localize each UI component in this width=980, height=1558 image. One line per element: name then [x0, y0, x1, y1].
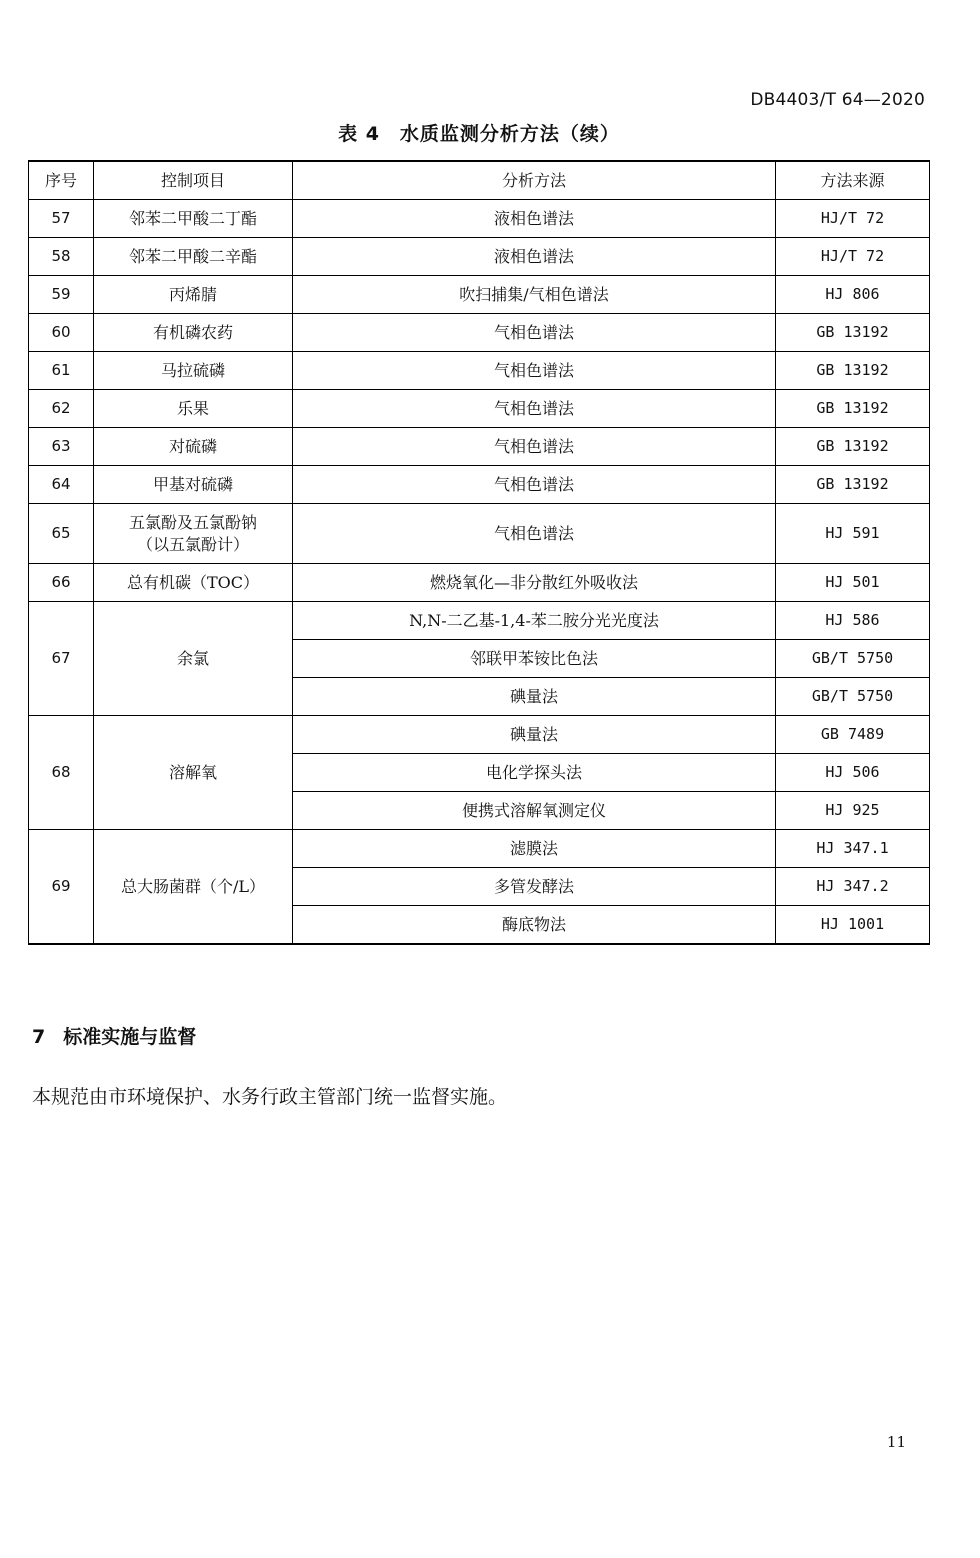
cell-source: GB 13192	[776, 352, 930, 390]
cell-item-line2: （以五氯酚计）	[136, 534, 249, 554]
cell-no: 66	[29, 564, 94, 602]
table-header-row	[29, 161, 930, 200]
cell-no: 69	[29, 830, 94, 945]
column-header-item: 控制项目	[94, 161, 293, 200]
cell-method: 碘量法	[293, 678, 776, 716]
table-row	[29, 352, 930, 390]
cell-item-line1: 五氯酚及五氯酚钠	[128, 512, 257, 532]
cell-item: 有机磷农药	[94, 314, 293, 352]
cell-method: 邻联甲苯铵比色法	[293, 640, 776, 678]
cell-item: 邻苯二甲酸二丁酯	[94, 200, 293, 238]
table-row	[29, 466, 930, 504]
cell-method: 便携式溶解氧测定仪	[293, 792, 776, 830]
cell-source: HJ 347.1	[776, 830, 930, 868]
cell-method: 气相色谱法	[293, 314, 776, 352]
cell-method: 多管发酵法	[293, 868, 776, 906]
table-row	[29, 314, 930, 352]
cell-method: 气相色谱法	[293, 390, 776, 428]
cell-no: 60	[29, 314, 94, 352]
cell-item: 溶解氧	[94, 716, 293, 830]
cell-no: 65	[29, 504, 94, 564]
cell-source: HJ 347.2	[776, 868, 930, 906]
cell-source: GB 13192	[776, 314, 930, 352]
table-row	[29, 390, 930, 428]
column-header-no: 序号	[29, 161, 94, 200]
cell-no: 62	[29, 390, 94, 428]
cell-no: 67	[29, 602, 94, 716]
cell-source: HJ 925	[776, 792, 930, 830]
table-row	[29, 428, 930, 466]
cell-source: HJ 1001	[776, 906, 930, 945]
table-body	[29, 200, 930, 945]
cell-method: 液相色谱法	[293, 238, 776, 276]
cell-no: 58	[29, 238, 94, 276]
table-row	[29, 238, 930, 276]
cell-no: 59	[29, 276, 94, 314]
section-title: 标准实施与监督	[63, 1026, 197, 1048]
cell-source: HJ/T 72	[776, 238, 930, 276]
cell-source: HJ 591	[776, 504, 930, 564]
cell-method: 气相色谱法	[293, 504, 776, 564]
cell-item: 总有机碳（TOC）	[94, 564, 293, 602]
cell-item	[94, 504, 293, 564]
cell-item: 余氯	[94, 602, 293, 716]
cell-item: 乐果	[94, 390, 293, 428]
cell-method: 滤膜法	[293, 830, 776, 868]
cell-method: N,N-二乙基-1,4-苯二胺分光光度法	[293, 602, 776, 640]
cell-item: 邻苯二甲酸二辛酯	[94, 238, 293, 276]
cell-source: GB 7489	[776, 716, 930, 754]
section-heading	[32, 1022, 196, 1049]
cell-no: 64	[29, 466, 94, 504]
cell-source: HJ/T 72	[776, 200, 930, 238]
cell-method: 气相色谱法	[293, 466, 776, 504]
cell-no: 61	[29, 352, 94, 390]
column-header-method: 分析方法	[293, 161, 776, 200]
cell-no: 63	[29, 428, 94, 466]
cell-item: 甲基对硫磷	[94, 466, 293, 504]
table-row	[29, 200, 930, 238]
table-row	[29, 830, 930, 868]
cell-method: 吹扫捕集/气相色谱法	[293, 276, 776, 314]
cell-source: HJ 806	[776, 276, 930, 314]
cell-source: HJ 506	[776, 754, 930, 792]
water-quality-method-table	[28, 160, 930, 945]
cell-source: GB/T 5750	[776, 678, 930, 716]
section-number: 7	[32, 1026, 46, 1048]
table-row	[29, 564, 930, 602]
section-paragraph: 本规范由市环境保护、水务行政主管部门统一监督实施。	[32, 1086, 508, 1108]
cell-method: 气相色谱法	[293, 352, 776, 390]
cell-method: 气相色谱法	[293, 428, 776, 466]
cell-source: GB 13192	[776, 428, 930, 466]
document-code: DB4403/T 64—2020	[750, 90, 925, 110]
cell-no: 68	[29, 716, 94, 830]
table-row	[29, 716, 930, 754]
cell-item: 对硫磷	[94, 428, 293, 466]
cell-item: 丙烯腈	[94, 276, 293, 314]
table-title: 表 4 水质监测分析方法（续）	[338, 123, 620, 145]
column-header-source: 方法来源	[776, 161, 930, 200]
table-row	[29, 602, 930, 640]
cell-source: GB 13192	[776, 466, 930, 504]
cell-source: HJ 586	[776, 602, 930, 640]
table-row	[29, 504, 930, 564]
cell-method: 电化学探头法	[293, 754, 776, 792]
cell-source: HJ 501	[776, 564, 930, 602]
cell-source: GB 13192	[776, 390, 930, 428]
cell-no: 57	[29, 200, 94, 238]
cell-method: 碘量法	[293, 716, 776, 754]
page-number: 11	[886, 1433, 906, 1451]
method-table-container	[28, 160, 929, 945]
cell-source: GB/T 5750	[776, 640, 930, 678]
cell-method: 酶底物法	[293, 906, 776, 945]
cell-item: 总大肠菌群（个/L）	[94, 830, 293, 945]
cell-method: 液相色谱法	[293, 200, 776, 238]
cell-method: 燃烧氧化—非分散红外吸收法	[293, 564, 776, 602]
table-row	[29, 276, 930, 314]
cell-item: 马拉硫磷	[94, 352, 293, 390]
